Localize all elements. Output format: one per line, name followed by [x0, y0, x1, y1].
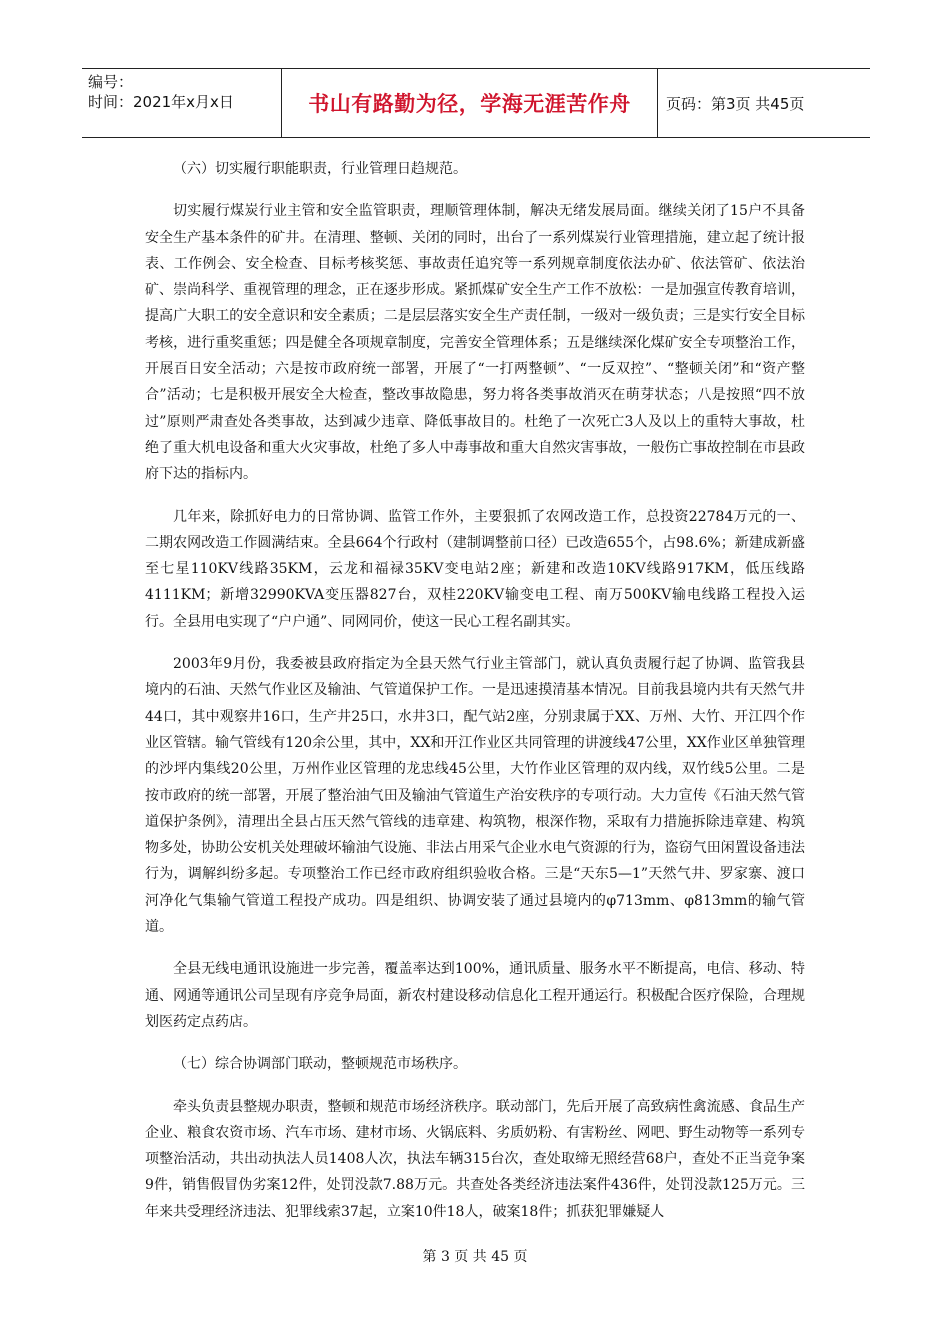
document-number-label: 编号：	[88, 73, 134, 91]
section-heading-6: （六）切实履行职能职责，行业管理日趋规范。	[173, 161, 467, 177]
paragraph-telecom: 全县无线电通讯设施进一步完善，覆盖率达到100%，通讯质量、服务水平不断提高，电信、移动、特通、网通等通讯公司呈现有序竞争局面，新农村建设移动信息化工程开通运行。积极配合医疗保险，合理规划医药定点药店。	[145, 961, 805, 1030]
page-footer: 第 3 页 共 45 页	[422, 1249, 528, 1265]
header-meta	[82, 69, 282, 137]
section-heading-7: （七）综合协调部门联动，整顿规范市场秩序。	[173, 1056, 467, 1073]
header-motto: 书山有路勤为径，学海无涯苦作舟	[282, 69, 658, 137]
document-header	[82, 68, 870, 138]
paragraph-coal-safety: 切实履行煤炭行业主管和安全监管职责，理顺管理体制，解决无绪发展局面。继续关闭了15户不具备安全生产基本条件的矿井。在清理、整顿、关闭的同时，出台了一系列煤炭行业管理措施，建立起了统计报表、工作例会、安全检查、目标考核奖惩、事故责任追究等一系列规章制度依法办矿、依法管矿、依法治矿、崇尚科学、重视管理的理念，正在逐步形成。紧抓煤矿安全生产工作不放松：一是加强宣传教育培训，提高广大职工的安全意识和安全素质；二是层层落实安全生产责任制，一级对一级负责；三是实行安全目标考核，进行重奖重惩；四是健全各项规章制度，完善安全管理体系；五是继续深化煤矿安全专项整治工作，开展百日安全活动；六是按市政府统一部署，开展了“一打两整顿”、“一反双控”、“整顿关闭”和“资产整合”活动；七是积极开展安全大检查，整改事故隐患，努力将各类事故消灭在萌芽状态；八是按照“四不放过”原则严肃查处各类事故，达到减少违章、降低事故目的。杜绝了一次死亡3人及以上的重特大事故，杜绝了重大机电设备和重大火灾事故，杜绝了多人中毒事故和重大自然灾害事故，一般伤亡事故控制在市县政府下达的指标内。	[145, 203, 805, 483]
paragraph-market-order: 牵头负责县整规办职责，整顿和规范市场经济秩序。联动部门，先后开展了高致病性禽流感、食品生产企业、粮食农资市场、汽车市场、建材市场、火锅底料、劣质奶粉、有害粉丝、网吧、野生动物等一系列专项整治活动，共出动执法人员1408人次，执法车辆315台次，查处取缔无照经营68户，查处不正当竞争案9件，销售假冒伪劣案12件，处罚没款7.88万元。共查处各类经济违法案件436件，处罚没款125万元。三年来共受理经济违法、犯罪线索37起，立案10件18人，破案18件；抓获犯罪嫌疑人	[145, 1098, 805, 1220]
document-body	[145, 156, 805, 1225]
header-page-info: 页码：第3页 共45页	[666, 94, 805, 113]
paragraph-natural-gas: 2003年9月份，我委被县政府指定为全县天然气行业主管部门，就认真负责履行起了协调、监管我县境内的石油、天然气作业区及输油、气管道保护工作。一是迅速摸清基本情况。目前我县境内共有天然气井44口，其中观察井16口，生产井25口，水井3口，配气站2座，分别隶属于XX、万州、大竹、开江四个作业区管辖。输气管线有120余公里，其中，XX和开江作业区共同管理的讲渡线47公里，XX作业区单独管理的沙坪内集线20公里，万州作业区管理的龙忠线45公里，大竹作业区管理的双内线，双竹线5公里。二是按市政府的统一部署，开展了整治油气田及输油气管道生产治安秩序的专项行动。大力宣传《石油天然气管道保护条例》，清理出全县占压天然气管线的违章建、构筑物，根深作物，采取有力措施拆除违章建、构筑物多处，协助公安机关处理破坏输油气设施、非法占用采气企业水电气资源的行为，盗窃气田闲置设备违法行为，调解纠纷多起。专项整治工作已经市政府组织验收合格。三是“天东5—1”天然气井、罗家寨、渡口河净化气集输气管道工程投产成功。四是组织、协调安装了通过县境内的φ713mm、φ813mm的输气管道。	[145, 656, 805, 936]
paragraph-power-grid: 几年来，除抓好电力的日常协调、监管工作外，主要狠抓了农网改造工作，总投资22784万元的一、二期农网改造工作圆满结束。全县664个行政村（建制调整前口径）已改造655个，占98.6%；新建成新盛至七星110KV线路35KM，云龙和福禄35KV变电站2座；新建和改造10KV线路917KM，低压线路4111KM；新增32990KVA变压器827台，双桂220KV输变电工程、南万500KV输电线路工程投入运行。全县用电实现了“户户通”、同网同价，使这一民心工程名副其实。	[145, 508, 805, 630]
document-date-label: 时间：2021年x月x日	[88, 93, 234, 111]
